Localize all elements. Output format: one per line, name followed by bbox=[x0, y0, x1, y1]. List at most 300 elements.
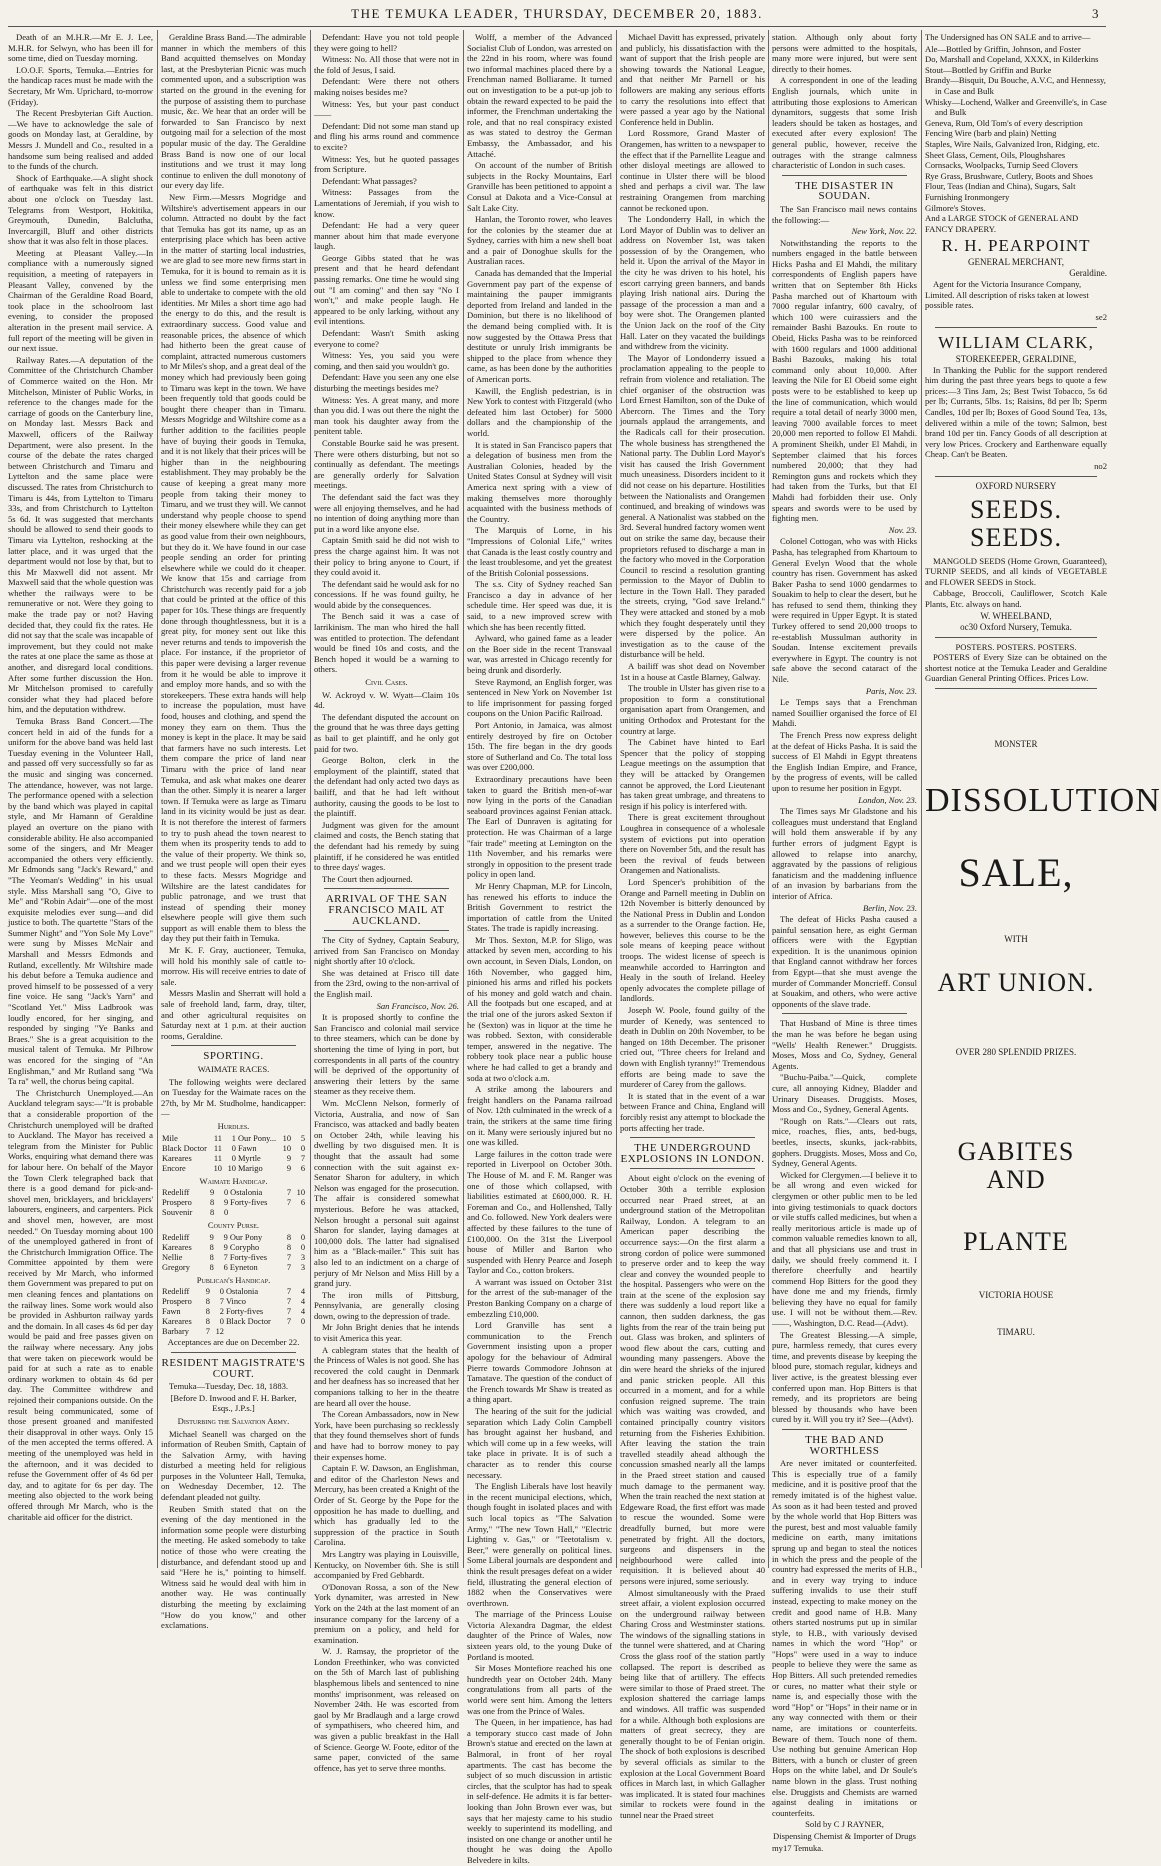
news-item: Wm. McClenn Nelson, formerly of Victoria, Australia, and now of San Francisco, was attacked and badly beaten on October 24th, while leaving his dwelling by two disguised men. It is thought that the assault had some connection with the suit against ex-Senator Sharon for adultery, in which Nelson was engaged for the prosecution. The affair is considered somewhat mysterious. Before he was attacked, Nelson brought a personal suit against Sharon for slander, laying damages at 100,000 dols. The latter had signalised him as a "Black-mailer." This suit has also led to an indictment on a charge of perjury of Mr Nelson and Miss Hill by a grand jury. bbox=[314, 1098, 459, 1289]
firm-title: GENERAL MERCHANT, bbox=[968, 257, 1064, 268]
wheelband-name: W. WHEELBAND, bbox=[980, 610, 1052, 621]
subheading-waimate-races: WAIMATE RACES. bbox=[197, 1064, 270, 1074]
news-item: Mr Henry Chapman, M.P. for Lincoln, has renewed his efforts to induce the British Government to restrict the importation of cattle from the United States. The trade is rapidly increasing. bbox=[467, 880, 612, 934]
column-divider bbox=[463, 30, 464, 1568]
weight-value: 8 bbox=[205, 1297, 210, 1307]
news-item: Almost simultaneously with the Praed street affair, a violent explosion occurred on the underground railway between Charing Cross and Westminster stations. The windows of the signalling stations in the tunnel were shattered, and at Charing Cross the glass roof of the station partly collapsed. The report is described as being like that of artillery. The effects were similar to those of Praed street. The explosion shattered the carriage lamps and windows. All traffic was suspended for a while. Although both explosions are matters of great secrecy, they are generally thought to be of Fenian origin. The shock of both explosions is described by several officials as similar to the explosion at the Local Government Board offices in March last, in which Gallagher was implicated. It is stated four machines similar to rockets were found in the tunnel near the Praed street bbox=[620, 1587, 765, 1820]
news-item: The iron mills of Pittsburg, Pennsylvania, are generally closing down, owing to the depression of trade. bbox=[314, 1289, 459, 1321]
stock-item: Furnishing Ironmongery bbox=[925, 191, 1010, 202]
testimony-line: Judgment was given for the amount claimed and costs, the Bench stating that the defendant had his remedy by suing plaintiff, if he considered he was entitled to three days' wages. bbox=[314, 819, 459, 873]
race-table-county bbox=[161, 1233, 306, 1273]
advertisement-paragraph: "Rough on Rats."—Clears out rats, mice, roaches, flies, ants, bed-bugs, beetles, insects, skunks, jack-rabbits, gophers. Druggists. Moses, Moss and Co, Sydney, General Agents. bbox=[772, 1115, 917, 1169]
dateline: London, Nov. 23. bbox=[858, 794, 917, 805]
weight-value: 1 bbox=[231, 1133, 236, 1143]
section-rule bbox=[935, 476, 1097, 477]
weight-value: 5 bbox=[300, 1133, 305, 1143]
weight-value: 0 bbox=[300, 1232, 305, 1242]
news-item: Mr Thos. Sexton, M.P. for Sligo, was attacked by seven men, according to his own account, in Seven Dials, London, on 16th November, who gagged him, pinioned his arms and rifled his pockets of his money and gold watch and chain. All the footpads but one escaped, and at the trial one of the jurors asked Sexton if he (Sexton) was in liquor at the time he was robbed. Sexton, with considerable temper, answered in the negative. The robbery took place near a public house where he had called to get a brandy and soda at two o'clock a.m. bbox=[467, 934, 612, 1083]
dissolution-headline: DISSOLUTION bbox=[925, 781, 1161, 819]
weight-value: 4 bbox=[300, 1297, 305, 1307]
weight-value: 2 bbox=[219, 1307, 224, 1317]
testimony-line: The Bench said it was a case of larrikinism. The man who hired the hall was entitled to protection. The defendant would be fined 10s and costs, and the Bench hoped it would be a warning to others. bbox=[314, 611, 459, 675]
weight-value: 8 bbox=[205, 1317, 210, 1327]
horse-name: Souvenir bbox=[162, 1208, 193, 1218]
weight-value: 10 bbox=[282, 1143, 291, 1153]
stock-item: Gilmore's Stoves. bbox=[925, 202, 986, 213]
section-heading-sporting: SPORTING. bbox=[203, 1050, 264, 1063]
news-item: Large failures in the cotton trade were reported in Liverpool on October 30th. The House of M. and F. M. Ranger was one of those which collapsed, with liabilities estimated at £600,000. R. H. Foreman and Co., and Hollenshed, Tally and Co. followed. New York dealers were affected by these failures to the tune of £100,000. On the 31st the Liverpool house of Miller and Barton who suspended with Henry Pearce and Joseph Taylor and Co., cotton brokers. bbox=[467, 1148, 612, 1276]
horse-name: Ostalonia bbox=[230, 1188, 263, 1198]
news-item: It is stated that in the event of a war between France and China, England will forcibly resist any attempt to blockade the ports affecting her trade. bbox=[620, 1090, 765, 1133]
news-item: Michael Seanell was charged on the information of Reuben Smith, Captain of the Salvation Army, with having disturbed a meeting held for religious purposes in the Volunteer Hall, Temuka, on Wednesday December, 12. The defendant pleaded not guilty. bbox=[161, 1428, 306, 1503]
weight-value: 6 bbox=[300, 1198, 305, 1208]
news-item: Temuka Brass Band Concert.—The concert held in aid of the funds for a uniform for the above band was held last Tuesday evening in the Volunteer Hall, and passed off very successfully so far as the music and singing was concerned. The attendance, however, was not large. The performance opened with a selection by the band which was played in capital style, and Mr Hamann of Geraldine played an overture on the piano with considerable ability. He also accompanied some of the singers, and Mr Meager accompanied the others very efficiently. Mr Edmonds sang "Jack's Reward," and "The Yeoman's Wedding" in his usual style. Miss Marshall sang "O, Give to Me" and "Robin Adair"—one of the most exquisite melodies ever sung—and did justice to both. The quartette "Stars of the Summer Night" and "Yon Sole My Love" were sung by Misses McNair and Marshall and Messrs Edmonds and Rutland, excellently. Mr Wiltshire made his debut before a Temuka audience and proved himself to be possessed of a very fine voice. He sang "Jack's Yarn" and "Scotland Yet." Miss Ladbrook was loudly encored, for her singing, and responded by singing "Ye Banks and Braes." She is a great acquisition to the musical talent of Temuka. Mr Pilbrow was encored for the singing of "An Englishman," and Mr Rutland sang "Wa Ta ra" well, the chorus being capital. bbox=[8, 716, 153, 1087]
victoria-house-label: VICTORIA HOUSE bbox=[978, 1289, 1054, 1300]
horse-name bbox=[229, 1208, 278, 1218]
section-rule bbox=[630, 1168, 755, 1169]
weight-value: 7 bbox=[286, 1317, 291, 1327]
testimony-line: The defendant said the fact was they were all enjoying themselves, and he had no intention of doing anything more than put in a word like anyone else. bbox=[314, 491, 459, 534]
section-heading-mail: ARRIVAL OF THE SAN FRANCISCO MAIL AT AUCKLAND. bbox=[325, 893, 448, 927]
news-item: The City of Sydney, Captain Seabury, arrived from San Francisco on Monday night shortly after 10 o'clock. bbox=[314, 935, 459, 967]
plante-headline: PLANTE bbox=[963, 1226, 1069, 1256]
race-row bbox=[161, 1233, 306, 1243]
news-item: W. J. Ramsay, the proprietor of the London Freethinker, who was convicted on the 5th of March last of publishing blasphemous libels and sentenced to nine months' imprisonment, was released on November 24th. He was escorted from gaol by Mr Bradlaugh and a large crowd of sympathisers, who cheered him, and was given a public breakfast in the Hall of Science. George W. Foote, editor of the same paper, convicted of the same offence, has yet to serve three months. bbox=[314, 1646, 459, 1773]
weight-value: 10 bbox=[227, 1163, 236, 1173]
weight-value: 0 bbox=[219, 1317, 224, 1327]
news-item: Notwithstanding the reports to the numbers engaged in the battle between Hicks Pasha and El Mahdi, the military correspondents of English papers have written that on September 8th Hicks Pasha marched out of Khartoum with 7000 regular infantry, 600 cavalry, of which 100 were cuirassiers and the remainder Bashi Bazouks. En route to Obeid, Hicks Pasha was to be reinforced with 1600 regulars and 1000 additional Bashi Bazouks, making his total command only about 10,000. After leaving the Nile for El Obeid some eight posts were to be established to keep up the line of communication, which would require a total detail of nearly 3000 men, leaving 7000 available forces to meet 20,000 men reported to follow El Mahdi. A prominent Sheikh, under El Mahdi, in September claimed that his forces numbered 20,000; that they had Remington guns and rockets which they had taken from the Turks, but that El Mahdi had forbidden their use. Only spears and swords were to be used by fighting men. bbox=[772, 237, 917, 524]
race-table-handicap bbox=[161, 1188, 306, 1218]
acceptances-note: Acceptances are due on December 22. bbox=[167, 1337, 300, 1348]
horse-name: Forty-fives bbox=[230, 1198, 268, 1208]
column-6 bbox=[772, 32, 917, 1853]
weight-value: 7 bbox=[300, 1153, 305, 1163]
dateline: San Francisco, Nov. 26. bbox=[376, 1000, 459, 1011]
dateline: Paris, Nov. 23. bbox=[865, 685, 917, 696]
stock-item: Fencing Wire (barb and plain) Netting bbox=[925, 128, 1057, 139]
weight-value bbox=[278, 1327, 292, 1337]
race-heading: County Purse. bbox=[207, 1220, 260, 1231]
news-item: Lord Spencer's prohibition of the Orange and Parnell meeting in Dublin on 12th November is bitterly denounced by the National Press in Dublin and London as a surrender to the Orange faction. He, however, believes this course to be the sole means of keeping peace without troops. The widest license of speech is meanwhile accorded to Harrington and Healy in the south of Ireland. Heeley openly advocates the complete pillage of landlords. bbox=[620, 876, 765, 1004]
testimony-line: Witness: Yes, but your past conduct—— bbox=[314, 98, 459, 120]
stock-item: Sheet Glass, Cement, Oils, Ploughshares bbox=[925, 149, 1066, 160]
weight-value: 0 bbox=[223, 1188, 229, 1198]
stock-item: Whisky—Lochend, Walker and Greenville's, in Case and Bulk bbox=[925, 96, 1107, 118]
section-rule bbox=[782, 1429, 907, 1430]
news-item: A strike among the labourers and freight handlers on the Panama railroad of Nov. 12th culminated in the wreck of a train, the strikers at the same time firing on it. Many were seriously injured but no one was killed. bbox=[467, 1084, 612, 1148]
weight-value bbox=[278, 1208, 292, 1218]
stock-item: Cornsacks, Woolpacks, Turnip Seed Clovers bbox=[925, 160, 1078, 171]
seeds-headline: SEEDS. SEEDS. bbox=[970, 494, 1062, 552]
masthead bbox=[0, 6, 1114, 26]
news-item: Mrs Langtry was playing in Louisville, Kentucky, on November 6th. She is still accompanied by Fred Gebhardt. bbox=[314, 1548, 459, 1581]
advert-dissolution-sale bbox=[925, 738, 1161, 1338]
section-rule bbox=[324, 888, 449, 889]
news-item: Lord Granville has sent a communication to the French Government insisting upon a proper apology for the behaviour of Admiral Pierre towards Commodore Johnson at Tamatave. The question of the conduct of the French towards Mr Shaw is treated as a thing apart. bbox=[467, 1320, 612, 1405]
gabites-headline: GABITES AND bbox=[957, 1136, 1075, 1194]
news-item: Canada has demanded that the Imperial Government pay part of the expense of maintaining the pauper immigrants deported from Ireland and landed in the Dominion, but there is no likelihood of the demand being complied with. It is now suggested by the Ottawa Press that destitute or unruly Irish immigrants be shipped to the place from whence they came, as has been done by the authorities of American ports. bbox=[467, 268, 612, 384]
column-divider bbox=[616, 30, 617, 1568]
news-item: Extraordinary precautions have been taken to guard the British men-of-war now lying in the ports of the Canadian seaboard provinces against Fenian attack. The Earl of Dunraven is agitating for protection. He was Chairman of a large "fair trade" meeting at Lemington on the 11th November, and his remarks were strongly in opposition to the present trade policy in open land. bbox=[467, 773, 612, 880]
clark-title: STOREKEEPER, GERALDINE, bbox=[955, 353, 1077, 364]
advert-code: no2 bbox=[1094, 461, 1107, 471]
horse-name: Fawn bbox=[237, 1143, 257, 1153]
news-item: It is stated in San Francisco papers that a delegation of business men from the Australian Colonies, headed by the United States Consul at Sydney will visit America next spring with a view of making themselves more thoroughly acquainted with the business methods of the Country. bbox=[467, 439, 612, 524]
advert-code: se2 bbox=[1095, 312, 1107, 323]
weight-value: 3 bbox=[300, 1262, 305, 1272]
dateline: Berlin, Nov. 23. bbox=[862, 902, 917, 913]
advertisement-paragraph: "Buchu-Paiba."—Quick, complete cure, all annoying Kidney, Bladder and Urinary Diseases. Druggists. Moses, Moss and Co., Sydney, General Agents. bbox=[772, 1072, 917, 1115]
weight-value: 9 bbox=[209, 1232, 214, 1242]
race-row bbox=[161, 1134, 306, 1144]
testimony-line: Witness: No. All those that were not in the fold of Jesus, I said. bbox=[314, 54, 459, 75]
race-row bbox=[161, 1154, 306, 1164]
race-row bbox=[161, 1263, 306, 1273]
weight-value: 7 bbox=[205, 1327, 210, 1337]
race-row bbox=[161, 1208, 306, 1218]
column-7-advertisements bbox=[925, 32, 1161, 1566]
column-divider bbox=[310, 30, 311, 1568]
masthead-title: THE TEMUKA LEADER, THURSDAY, DECEMBER 20, 1883. bbox=[351, 6, 763, 21]
race-row bbox=[161, 1164, 306, 1174]
stock-list bbox=[925, 44, 1107, 214]
firm-place: Geraldine. bbox=[1069, 268, 1107, 279]
weight-value: 8 bbox=[286, 1232, 291, 1242]
news-item: Port Antonio, in Jamaica, was almost entirely destroyed by fire on October 15th. The fire began in the dry goods store of Sutherland and Co. The total loss was over £200,000. bbox=[467, 720, 612, 773]
news-item: The Cabinet have hinted to Earl Spencer that the policy of stopping League meetings on the assumption that they will be attacked by Orangemen cannot be approved, the Lord Lieutenant has taken great umbrage, and threatens to resign if his policy is interfered with. bbox=[620, 737, 765, 811]
testimony-line: Defendant: He had a very queer manner about him that made everyone laugh. bbox=[314, 220, 459, 252]
news-item: The following weights were declared on Tuesday for the Waimate races on the 27th, by Mr M. Studholme, handicapper:— bbox=[161, 1076, 306, 1119]
mangold-note: MANGOLD SEEDS (Home Grown, Guaranteed), TURNIP SEEDS, and all kinds of VEGETABLE and FLOWER SEEDS in Stock. bbox=[925, 555, 1107, 587]
column-3 bbox=[314, 32, 459, 1773]
horse-name: Kareares bbox=[162, 1317, 192, 1327]
news-item: Shock of Earthquake.—A slight shock of earthquake was felt in this district about one o'clock on Tuesday last. Telegrams from Westport, Hokitika, Greymouth, Dunedin, Balclutha, Invercargill, Bluff and other districts show that it was also felt in those places. bbox=[8, 172, 153, 247]
posters-heading: POSTERS. POSTERS. POSTERS. bbox=[955, 641, 1077, 652]
news-item: I.O.O.F. Sports, Temuka.—Entries for the handicap races must be made with the Secretary, Mr Wm. Uprichard, to-morrow (Friday). bbox=[8, 64, 153, 107]
case-title: W. Ackroyd v. W. Wyatt—Claim 10s 4d. bbox=[314, 689, 459, 711]
weight-value: 8 bbox=[209, 1252, 214, 1262]
race-row bbox=[161, 1287, 306, 1297]
news-item: The Londonderry Hall, in which the Lord Mayor of Dublin was to deliver an address on November 1st, was taken possession of by the Orangemen, who held it. Upon the arrival of the Mayor in the city he was driven to his hotel, his escort carrying green banners, and bands playing Irish national airs. During the passage of the procession a man and a boy were shot. The Orangemen planted the Union Jack on the roof of the City Hall. Later on they vacated the buildings and withdrew from the vicinity. bbox=[620, 214, 765, 352]
testimony-line: George Bolton, clerk in the employment of the plaintiff, stated that the defendant had only acted two days as bailiff, and that he had left without authority, causing the goods to be lost to the plaintiff. bbox=[314, 755, 459, 819]
firm-agent-note: Agent for the Victoria Insurance Company, Limited. All description of risks taken at lowest possible rates. bbox=[925, 279, 1089, 311]
advertiser-code: my17 Temuka. bbox=[772, 1842, 824, 1853]
weight-value: 10 bbox=[213, 1163, 222, 1173]
clark-body: In Thanking the Public for the support rendered him during the past three years begs to quote a few prices:—3 Tins Jam, 2s; Best Twist Tobacco, 5s 6d per lb; Currants, 5lbs. 1s; Raisins, 8d per lb; Sperm Candles, 10d per lb; Boxes of Good Sound Tea, 13s, delivered within a mile of the town; Salmon, best brand 10d per tin. Fancy Goods of all description at very low Prices. Crockery and Earthenware equally Cheap. Can't be Beaten. bbox=[925, 364, 1107, 460]
weight-value: 0 bbox=[300, 1317, 305, 1327]
news-item: The Corean Ambassadors, now in New York, have been purchasing so recklessly that they found themselves short of funds and have had to borrow money to pay their expenses home. bbox=[314, 1409, 459, 1462]
news-item: It is proposed shortly to confine the San Francisco and colonial mail service to three steamers, which can be done by shortening the time of lying in port, but correspondents in all parts of the country will be deprived of the opportunity of answering their letters by the same steamer as they receive them. bbox=[314, 1012, 459, 1097]
race-row bbox=[161, 1253, 306, 1263]
advert-drapery: And a LARGE STOCK of GENERAL AND FANCY DRAPERY. bbox=[925, 213, 1079, 234]
horse-name: Our Pony bbox=[229, 1232, 263, 1242]
news-item: About eight o'clock on the evening of October 30th a terrible explosion occurred near Praed street, at an underground station of the Metropolitan Railway, London. A telegram to an American paper describing the occurrence says:—On the first alarm a strong cordon of police were summoned to preserve order and to keep the way clear and convey the wounded people to the hospital. Passengers who were on the train at the scene of the explosion say there was suddenly a loud report like a cannon, then sudden darkness, the gas lights from the rear of the train being put out. Glass was broken, and splinters of wood flew about the cars, cutting and wounding many passengers. Above the din were heard the shrieks of the injured and panic stricken people. All this occurred in a moment, and for a while confusion reigned supreme. The train which was waiting was crowded, and contained principally country visitors returning from the Fisheries Exhibition. After leaving the station the train travelled steadily ahead although the concussion smashed nearly all the lamps in the Praed street station and caused much damage to the permanent way. When the train reached the next station at Edgeware Road, the first effort was made to rescue the wounded. Some were dreadfully burned, but more were penetrated by fright. All the doctors, surgeons and dispensers in the neighbourhood were called into requisition. It is believed about 40 persons were injured, some seriously. bbox=[620, 1173, 765, 1586]
advertisement-paragraph: Are never imitated or counterfeited. This is especially true of a family medicine, and it is positive proof that the remedy imitated is of the highest value. As soon as it had been tested and proved by the whole world that Hop Bitters was the purest, best and most valuable family medicine on earth, many imitations sprung up and began to steal the notices in which the press and the people of the country had expressed the merits of H.B., and in every way trying to induce suffering invalids to use their stuff instead, expecting to make money on the credit and good name of H.B. Many others started nostrums put up in similar style, to H.B., with variously devised names in which the word "Hop" or "Hops" were used in a way to induce people to believe they were the same as Hop Bitters. All such pretended remedies or cures, no matter what their style or name is, and especially those with the word "Hop" or "Hops" in their name or in any way connected with them or their name, are imitations or counterfeits. Beware of them. Touch none of them. Use nothing but genuine American Hop Bitters, with a bunch or cluster of green Hops on the white label, and Dr Soule's name blown in the glass. Trust nothing else. Druggists and Chemists are warned against dealing in imitations or counterfeits. bbox=[772, 1458, 917, 1818]
news-item: The English Liberals have lost heavily in the recent municipal elections, which, though fought in isolated places and with such local topics as "The Salvation Army," "The new Town Hall," "Electric Lighting v. Gas," or "Teetotalism v. Beer," were generally on political lines. Some Liberal journals are despondent and think the result presages defeat on a wider field, illustrating the general election of 1882 when the Conservatives were overthrown. bbox=[467, 1481, 612, 1608]
weight-value: 7 bbox=[286, 1252, 291, 1262]
race-row bbox=[161, 1297, 306, 1307]
column-5 bbox=[620, 32, 765, 1820]
firm-name: R. H. PEARPOINT bbox=[941, 236, 1091, 256]
race-row bbox=[161, 1327, 306, 1337]
advert-intro: The Undersigned has ON SALE and to arrive— bbox=[925, 32, 1091, 42]
horse-name: Forty-fives bbox=[229, 1252, 268, 1262]
news-item: The defeat of Hicks Pasha caused a painful sensation here, as eight German officers were with the Egyptian expedition. It is the unanimous opinion that England cannot withdraw her forces from Egypt—that she must avenge the murder of Commander Moncrieff. Consul at Souakim, and others, who were active opponents of the slave trade. bbox=[772, 914, 917, 1009]
horse-name: Black Doctor bbox=[162, 1143, 207, 1153]
dateline: Nov. 23. bbox=[888, 524, 917, 535]
horse-name: Encore bbox=[162, 1163, 186, 1173]
horse-name: Our Pony... bbox=[237, 1133, 277, 1143]
advertisement-paragraph: The Greatest Blessing.—A simple, pure, harmless remedy, that cures every time, and prevents disease by keeping the blood pure, stomach regular, kidneys and liver active, is the greatest blessing ever conferred upon man. Hop Bitters is that remedy, and its proprietors are being blessed by thousands who have been cured by it. Will you try it? See—(Advt). bbox=[772, 1329, 917, 1425]
horse-name: Redeliff bbox=[162, 1188, 190, 1198]
news-item: There is great excitement throughout Loughrea in consequence of a wholesale system of evictions put into operation there on November 5th, and the result has been the revival of feuds between Orangemen and Nationalists. bbox=[620, 812, 765, 876]
news-item: Le Temps says that a Frenchman named Souillier organised the force of El Mahdi. bbox=[772, 697, 917, 729]
horse-name: Corypho bbox=[229, 1242, 260, 1252]
section-rule bbox=[935, 688, 1097, 689]
column-4 bbox=[467, 32, 612, 1865]
testimony-line: Defendant: What passages? bbox=[322, 175, 417, 186]
news-item: A correspondent in one of the leading English journals, which unite in attributing those explosions to American dynamitors, suggests that some Irish leaders should be taken as hostages, and executed after every explosion! The general public, however, receive the outrages with the strange calmness characteristic of London in such cases. bbox=[772, 75, 917, 171]
dateline: New York, Nov. 22. bbox=[851, 226, 917, 237]
testimony-line: The defendant disputed the account on the ground that he was three days getting as bail to get plaintiff, and he only got paid for two. bbox=[314, 711, 459, 754]
news-item: A bailiff was shot dead on November 1st in a house at Castle Blarney, Galway. bbox=[620, 661, 765, 682]
horse-name: Forty-fives bbox=[225, 1307, 264, 1317]
weight-value: 0 bbox=[231, 1153, 236, 1163]
race-heading: Waimate Handicap. bbox=[199, 1175, 268, 1186]
horse-name: Marigo bbox=[237, 1163, 263, 1173]
weight-value: 9 bbox=[223, 1198, 229, 1208]
with-label: WITH bbox=[1004, 933, 1028, 944]
weight-value: 7 bbox=[223, 1252, 228, 1262]
testimony-line: Defendant: Have you seen any one else disturbing the meetings besides me? bbox=[314, 372, 459, 393]
testimony-line: Witness: Yes, but he quoted passages from Scripture. bbox=[314, 153, 459, 175]
weight-value: 10 bbox=[296, 1188, 305, 1198]
weight-value: 11 bbox=[213, 1143, 222, 1153]
weight-value: 7 bbox=[286, 1262, 291, 1272]
testimony-line: Captain Smith said he did not wish to press the charge against him. It was not their policy to bring anyone to Court, if they could avoid it. bbox=[314, 535, 459, 578]
weight-value: 4 bbox=[300, 1307, 305, 1317]
weight-value: 4 bbox=[300, 1287, 305, 1297]
section-heading-court: RESIDENT MAGISTRATE'S COURT. bbox=[161, 1356, 306, 1380]
news-item: The Times says Mr Gladstone and his colleagues must understand that England will hold them answerable if by any further errors of judgment Egypt is allowed to relapse into anarchy, aggravated by the passions of religious fanaticism and the maddening influence of an invasion by barbarians from the interior of Africa. bbox=[772, 806, 917, 901]
weight-value: 9 bbox=[286, 1163, 291, 1173]
race-table-hurdles bbox=[161, 1134, 306, 1174]
horse-name: Gregory bbox=[162, 1262, 190, 1272]
weight-value: 11 bbox=[213, 1133, 222, 1143]
news-item: Sir Moses Montefiore reached his one hundredth year on October 24th. Many congratulations from all parts of the world were sent him. Among the letters was one from the Prince of Wales. bbox=[467, 1663, 612, 1716]
race-row bbox=[161, 1243, 306, 1253]
sale-headline: SALE, bbox=[958, 849, 1074, 895]
news-item: Steve Raymond, an English forger, was sentenced in New York on November 1st to life imprisonment for passing forged coupons on the Union Pacific Railroad. bbox=[467, 676, 612, 719]
weight-value: 0 bbox=[300, 1143, 305, 1153]
testimony-line: Constable Bourke said he was present. There were others disturbing, but not so continually as defendant. The meetings are generally orderly for Salvation meetings. bbox=[314, 437, 459, 491]
stock-item: Geneva, Rum, Old Tom's of every description bbox=[925, 117, 1083, 128]
weight-value: 3 bbox=[300, 1252, 305, 1262]
race-heading: Hurdles. bbox=[217, 1120, 250, 1131]
testimony-line: Witness: Passages from the Lamentations of Jeremiah, if you wish to know. bbox=[314, 187, 459, 219]
section-rule bbox=[782, 175, 907, 176]
news-item: Aylward, who gained fame as a leader on the Boer side in the recent Transvaal war, was arrested in Chicago recently for being drunk and disorderly. bbox=[467, 633, 612, 676]
section-heading-soudan: THE DISASTER IN SOUDAN. bbox=[795, 179, 894, 203]
weight-value: 11 bbox=[213, 1153, 222, 1163]
news-item: On account of the number of British subjects in the Rocky Mountains, Earl Granville has been petitioned to appoint a Consul at Dakota and a Vice-Consul at Salt Lake City. bbox=[467, 160, 612, 213]
weight-value: 8 bbox=[286, 1242, 291, 1252]
art-union-headline: ART UNION. bbox=[937, 967, 1095, 997]
section-heading-explosions: THE UNDERGROUND EXPLOSIONS IN LONDON. bbox=[620, 1142, 765, 1165]
news-item: The Recent Presbyterian Gift Auction.—We have to acknowledge the sale of goods on Monday last, at Geraldine, by Messrs J. Mundell and Co., resulted in a handsome sum being realised and added to the funds of the church. bbox=[8, 108, 153, 172]
court-before: [Before D. Inwood and F. H. Barker, Esqs., J.P.s.] bbox=[170, 1392, 297, 1414]
weight-value: 0 bbox=[223, 1208, 229, 1218]
stock-item: Do, Marshall and Copeland, XXXX, in Kilderkins bbox=[925, 54, 1099, 65]
horse-name: Prospero bbox=[162, 1297, 192, 1307]
horse-name: Redeliff bbox=[162, 1287, 190, 1297]
advert-nursery bbox=[925, 481, 1107, 552]
section-rule bbox=[935, 637, 1097, 638]
weight-value: 9 bbox=[209, 1188, 215, 1198]
news-item: Hanlan, the Toronto rower, who leaves for the colonies by the steamer due at Sydney, carries with him a new shell boat and a pair of Donoghue skulls for the Australian races. bbox=[467, 214, 612, 267]
news-item: station. Although only about forty persons were admitted to the hospitals, many more were injured, but were sent directly to their homes. bbox=[772, 32, 917, 74]
news-item: Reuben Smith stated that on the evening of the day mentioned in the information some people were disturbing the meeting. He asked somebody to take notice of those who were creating the disturbance, and defendant stood up and said "Here he is," pointing to himself. Witness said he would deal with him in another way. He was continually disturbing the meeting by exclaiming "How do you know," and other exclamations. bbox=[161, 1503, 306, 1631]
section-rule bbox=[782, 1013, 907, 1014]
news-item: Messrs Maslin and Sherratt will hold a sale of freehold land, farm, dray, tilter, and other agricultural requisites on Saturday next at 1 p.m. at their auction rooms, Geraldine. bbox=[161, 988, 306, 1041]
column-1 bbox=[8, 32, 153, 1566]
race-row bbox=[161, 1144, 306, 1154]
case-heading: Disturbing the Salvation Army. bbox=[177, 1415, 290, 1426]
advert-clark bbox=[925, 332, 1107, 365]
column-divider bbox=[921, 30, 922, 1568]
weight-value: 8 bbox=[209, 1242, 214, 1252]
weight-value: 7 bbox=[286, 1198, 291, 1208]
weight-value: 8 bbox=[209, 1198, 215, 1208]
news-item: Mr John Bright denies that he intends to visit America this year. bbox=[314, 1322, 459, 1344]
advertisement-paragraph: That Husband of Mine is three times the man he was before he began using "Wells' Health Renewer." Druggists. Moses, Moss and Co, Sydney, General Agents. bbox=[772, 1018, 917, 1071]
column-divider bbox=[157, 30, 158, 1568]
court-date: Temuka—Tuesday, Dec. 18, 1883. bbox=[169, 1381, 289, 1392]
stock-item: Ale—Bottled by Griffin, Johnson, and Foster bbox=[925, 43, 1081, 54]
testimony-line: Defendant: Did not some man stand up and fling his arms round and commence to excite? bbox=[314, 120, 459, 152]
news-item: The Queen, in her impatience, has had a temporary stucco cast made of John Brown's statue and erected on the lawn at Balmoral, in front of her royal apartments. The cast has become the subject of so much discussion in artistic circles, that the sculptor has had to speak in self-defence. He admits it is far better-looking than John Brown ever was, but says that her majesty came to his studio weekly to superintend its modelling, and insisted on one change or another until he thought he was doing the Apollo Belvedere in kilts. bbox=[467, 1717, 612, 1865]
advertisement-paragraph: Wicked for Clergymen.—I believe it to be all wrong and even wicked for clergymen or other public men to be led into giving testimonials to quack doctors or vile stuffs called medicines, but when a really meritorious article is made up of common valuable remedies known to all, and that all physicians use and trust in daily, we should freely commend it. I therefore cheerfully and heartily commend Hop Bitters for the good they have done me and my friends, firmly believing they have no equal for family use. I will not be without them.—Rev.——, Washington, D.C. Read—(Advt). bbox=[772, 1169, 917, 1329]
weight-value: 6 bbox=[300, 1163, 305, 1173]
masthead-rule bbox=[8, 26, 1106, 27]
weight-value: 0 bbox=[300, 1242, 305, 1252]
horse-name bbox=[225, 1327, 278, 1337]
news-item: O'Donovan Rossa, a son of the New York dynamiter, was arrested in New York on the 24th at the last moment of an insurance company for the larceny of a premium on a policy, and held for examination. bbox=[314, 1581, 459, 1645]
testimony-line: Witness: Yes, you said you were coming, and then said you wouldn't go. bbox=[314, 350, 459, 371]
news-item: Joseph W. Poole, found guilty of the murder of Kenedy, was sentenced to death in Dublin on 20th November, to be hanged on 18th December. The prisoner cried out, "Three cheers for Ireland and down with English tyranny!" Tremendous efforts are being made to save the murderer of Carey from the gallows. bbox=[620, 1005, 765, 1090]
horse-name: Redeliff bbox=[162, 1232, 190, 1242]
weight-value: 7 bbox=[286, 1297, 291, 1307]
wheelband-address: oc30 Oxford Nursery, Temuka. bbox=[960, 621, 1072, 632]
testimony-line: The defendant said he would ask for no concessions. If he was found guilty, he would abide by the consequences. bbox=[314, 578, 459, 610]
posters-body: POSTERS of Every Size can be obtained on the shortest notice at the Temuka Leader and Geraldine Guardian General Printing Offices. Prices Low. bbox=[925, 652, 1107, 684]
news-item: A cablegram states that the health of the Princess of Wales is not good. She has recovered the cold caught in Denmark and her deafness has so increased that her companions talking to her in the theatre are heard all over the house. bbox=[314, 1344, 459, 1408]
news-item: The hearing of the suit for the judicial separation which Lady Colin Campbell has brought against her husband, and which will come up in a few weeks, will take place in private. It is of such a character as to render this course necessary. bbox=[467, 1406, 612, 1480]
stock-item: Rye Grass, Brushware, Cutlery, Boots and Shoes bbox=[925, 170, 1093, 181]
weight-value: 8 bbox=[209, 1262, 214, 1272]
news-item: Geraldine Brass Band.—The admirable manner in which the members of this Band acquitted themselves on Monday last, at the Presbyterian Picnic was much commented upon, and a subscription was started on the ground in the evening for the purpose of assisting them to purchase music, &c. We hear that an order will be forwarded to San Francisco by next outgoing mail for a selection of the most popular music of the day. The Geraldine Brass Band is now one of our local institutions and we trust it may long continue to enliven the dull monotony of our every day life. bbox=[161, 32, 306, 191]
weight-value: 8 bbox=[209, 1208, 215, 1218]
news-item: Kawill, the English pedestrian, is in New York to contest with Fitzgerald (who defeated him last October) for 5000 dollars and the championship of the world. bbox=[467, 385, 612, 438]
race-row bbox=[161, 1317, 306, 1327]
column-2 bbox=[161, 32, 307, 1631]
weight-value: 12 bbox=[215, 1327, 224, 1337]
race-row bbox=[161, 1198, 306, 1208]
horse-name: Ostalonia bbox=[225, 1287, 259, 1297]
news-item: The trouble in Ulster has given rise to a proposition to form a constitutional organisation apart from Orangemen, and uniting Orthodox and Protestant for the country at large. bbox=[620, 683, 765, 736]
section-heading-bad-worthless: THE BAD AND WORTHLESS bbox=[805, 1434, 884, 1457]
news-item: Death of an M.H.R.—Mr E. J. Lee, M.H.R. for Selwyn, who has been ill for some time, died on Tuesday morning. bbox=[8, 32, 153, 64]
section-rule bbox=[324, 930, 449, 931]
weight-value: 9 bbox=[286, 1153, 291, 1163]
news-item: The s.s. City of Sydney reached San Francisco a day in advance of her schedule time. Her speed was due, it is said, to a new improved screw with which she has been recently fitted. bbox=[467, 579, 612, 632]
weight-value: 0 bbox=[231, 1143, 236, 1153]
news-item: Captain F. W. Dawson, an Englishman, and editor of the Charleston News and Mercury, has been created a Knight of the Order of St. George by the Pope for the opposition he has made to duelling, and which has gradually led to the suppression of the practice in South Carolina. bbox=[314, 1463, 459, 1548]
testimony-line: Defendant: Have you not told people they were going to hell? bbox=[314, 32, 459, 53]
testimony-line: Defendant: Wasn't Smith asking everyone to come? bbox=[314, 328, 459, 349]
column-divider bbox=[768, 30, 769, 1568]
advertiser-title: Dispensing Chemist & Importer of Drugs bbox=[773, 1830, 916, 1841]
news-item: Railway Rates.—A deputation of the Committee of the Christchurch Chamber of Commerce waited on the Hon. Mr Mitchelson, Minister of Public Works, in reference to the changes made for the carriage of goods on the Canterbury line, on Monday last. Messrs Back and Maxwell, officers of the Railway Department, were also present. In the course of the debate the rates charged between Christchurch and Timaru and Lyttelton and the same place were discussed. The rates from Christchurch to Timaru is 44s, from Lyttelton to Timaru 33s, and from Christchurch to Lyttelton 5s 6d. It was suggested that merchants should be allowed to send their goods to Timaru via Lyttelton, reshocking at the latter place, and it was urged that the department would not lose by that, but to this Mr Maxwell did not assent. Mr Maxwell said that the whole question was whether the railways were to be remunerative or not. Were they going to make the trade pay or not? Having decided that, they could fix the rates. He did not say that the scale was incapable of improvement, but they could not make the rates at one place the same as those at another, and disregard local conditions. After some further discussion the Hon. Mr Mitchelson promised to carefully consider what they had placed before him, and the deputation withdrew. bbox=[8, 354, 153, 715]
news-item: The Mayor of Londonderry issued a proclamation appealing to the people to refrain from violence and retaliation. The chief organiser of the obstruction was Lord Ernest Hamilton, son of the Duke of Abercorn. The Times and the Tory journals applaud the arrangements, and the Radicals call for their prosecution. The whole business has strengthened the National party. The Dublin Lord Mayor's visit has caused the Irish Government much uneasiness. Disorders incident to it did not cease on his departure. Hostilities between the Nationalists and Orangemen continued, and breaking of windows was general. A Nationalist was stabbed on the 3rd. Several hundred factory women went out on strike the same day, because their proprietors refused to discharge a man in the factory who moved in the Corporation Council to rescind a resolution granting permission to the Mayor of Dublin to lecture in the Town Hall. They paraded the streets, crying, "God save Ireland." They were attacked and stoned by a mob which they fought desperately until they were dispersed by the police. An investigation as to the cause of the disturbance will be held. bbox=[620, 352, 765, 660]
race-row bbox=[161, 1307, 306, 1317]
horse-name: Kareares bbox=[162, 1153, 192, 1163]
weight-value: 6 bbox=[223, 1262, 228, 1272]
race-heading: Publican's Handicap. bbox=[196, 1274, 271, 1285]
news-item: Colonel Cottogan, who was with Hicks Pasha, has telegraphed from Khartoum to General Evelyn Wood that the whole country has risen. Government has asked Baker Pasha to send 1000 gendarmes to Souakim to help to clear the desert, but he has refused to send them, thinking they were required in Upper Egypt. It is stated Turkey offered to send 20,000 troops to re-establish Mussulman authority in Soudan. Intense excitement prevails everywhere in Egypt. The country is not safe above the second cataract of the Nile. bbox=[772, 536, 917, 685]
news-item: The Marquis of Lorne, in his "Impressions of Colonial Life," writes that Canada is the least costly country and the least troublesome, and yet the greatest of the British Colonial possessions. bbox=[467, 525, 612, 578]
news-item: She was detained at Frisco till date from the 23rd, owing to the non-arrival of the English mail. bbox=[314, 967, 459, 1000]
stock-item: Staples, Wire Nails, Galvanized Iron, Ridging, etc. bbox=[925, 138, 1100, 149]
weight-value: 0 bbox=[219, 1287, 224, 1297]
race-row bbox=[161, 1188, 306, 1198]
nursery-name: OXFORD NURSERY bbox=[975, 480, 1057, 491]
section-rule bbox=[171, 1045, 296, 1046]
advert-pearpoint bbox=[925, 32, 1107, 323]
weight-value bbox=[292, 1327, 306, 1337]
testimony-line: The Court then adjourned. bbox=[322, 873, 413, 884]
horse-name: Prospero bbox=[162, 1198, 192, 1208]
weight-value: 7 bbox=[286, 1307, 291, 1317]
news-item: The marriage of the Princess Louise Victoria Alexandra Dagmar, the eldest daughter of the Prince of Wales, now sixteen years old, to the young Duke of Portland is mooted. bbox=[467, 1609, 612, 1662]
news-item: Mr K. F. Gray, auctioneer, Temuka, will hold his monthly sale of cattle to-morrow. His will receive entries to date of sale. bbox=[161, 945, 307, 987]
weight-value: 10 bbox=[282, 1133, 291, 1143]
testimony-line: Witness: Yes. A great many, and more than you did. I was out there the night the man took his daughter away from the penitent table. bbox=[314, 394, 459, 437]
weight-value: 8 bbox=[205, 1307, 210, 1317]
news-item: The French Press now express delight at the defeat of Hicks Pasha. It is said the success of El Mahdi in Egypt threatens the English Indian Empire, and France, by the progress of events, will be called upon to resume her position in Egypt. bbox=[772, 730, 917, 793]
prizes-line: OVER 280 SPLENDID PRIZES. bbox=[955, 1046, 1077, 1057]
stock-item: Stout—Bottled by Griffin and Burke bbox=[925, 64, 1052, 75]
news-item: A warrant was issued on October 31st for the arrest of the sub-manager of the Preston Banking Company on a charge of embezzling £10,000. bbox=[467, 1276, 612, 1319]
testimony-line: Defendant: Were there not others making noises besides me? bbox=[314, 76, 459, 97]
section-rule bbox=[935, 327, 1097, 328]
clark-name: WILLIAM CLARK, bbox=[938, 332, 1094, 352]
news-item: The Christchurch Unemployed.—An Auckland telegram says:—"It is probable that a considerable proportion of the Christchurch unemployed will be drafted to Auckland. The Mayor has received a telegram from the Minister for Public Works, enquiring what demand there was for labour here. On behalf of the Mayor the Town Clerk telegraphed back that there is a good demand for pick-and-shovel men, bricklayers, and bricklayers' labourers, engineers, and carpenters. Pick and shovel men, however, are most needed." On Tuesday morning about 100 of the unemployed gathered in front of the Christchurch Immigration Office. The Committee appointed by them were received by Mr March, who informed them Government was prepared to put on men cleaning fences and plantations on the railway lines. Some work would also be provided in Ashburton railway yards and the domain. In all cases 4s 6d per day would be paid and free passes given on the railway where necessary. Any jobs that were taken on piecework would be paid for at such a rate as to enable ordinary workmen to obtain 4s 6d per day. The Committee withdrew and rejoined their companions outside. On the result being communicated, some of those present groaned and manifested their disapproval in other ways. Only 15 of the men accepted the terms offered. A meeting of the unemployed was held in the afternoon, and it was decided to refuse the Government offer of 4s 6d per day, and to agitate for 6s per day. The meeting also objected to the work being offered through Mr March, who is the charitable aid officer for the district. bbox=[8, 1087, 153, 1522]
horse-name: Fawn bbox=[162, 1307, 181, 1317]
advertiser-signature: Sold by C J RAYNER, bbox=[805, 1819, 884, 1830]
horse-name: Nellie bbox=[162, 1252, 183, 1262]
news-item: Wolff, a member of the Advanced Socialist Club of London, was arrested on the 22nd in his room, where was found two informal machines placed there by a Frenchman named Bolliarame. It turned out on investigation to be a put-up job to obtain the reward expected to be paid the informer, the Frenchman undertaking the role, and that no real conspiracy existed as was stated to destroy the German Embassy, the Ambassador, and his Attaché. bbox=[467, 32, 612, 159]
news-item: The San Francisco mail news contains the following:— bbox=[772, 203, 917, 225]
page-number: 3 bbox=[1092, 6, 1100, 21]
news-item: Meeting at Pleasant Valley.—In compliance with a numerously signed requisition, a meeting of ratepayers in Pleasant Valley, convened by the Chairman of the Geraldine Road Board, took place in the schoolroom last evening, to consider the proposed alteration in the present mail service. A full report of the meeting will be given in our next issue. bbox=[8, 247, 153, 354]
weight-value: 7 bbox=[286, 1287, 291, 1297]
weight-value: 9 bbox=[223, 1232, 228, 1242]
news-item: Lord Rossmore, Grand Master of Orangemen, has written to a newspaper to the effect that if the Parnellite League and other disloyal meetings are allowed to continue in Ulster there will be blood shed and perhaps a civil war. The law restraining Orangemen from marching cannot be reckoned upon. bbox=[620, 128, 765, 213]
section-rule bbox=[630, 1137, 755, 1138]
horse-name: Mile bbox=[162, 1133, 178, 1143]
timaru-label: TIMARU. bbox=[997, 1326, 1035, 1337]
